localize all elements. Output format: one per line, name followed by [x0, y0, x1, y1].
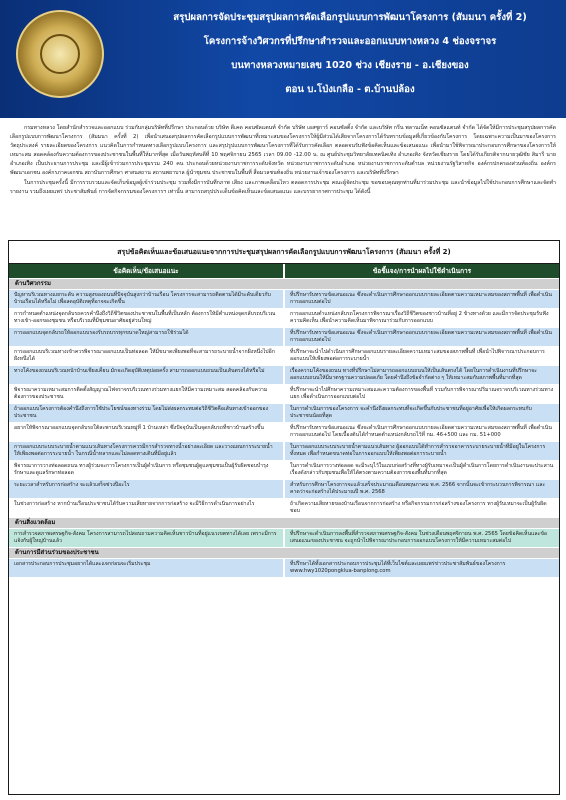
table-row — [9, 328, 559, 346]
intro-paragraph-1: กรมทางหลวง โดยสำนักสำรวจและออกแบบ ร่วมกับกลุ่มบริษัทที่ปรึกษา ประกอบด้วย บริษัท ดีเคด คอนซัลแตนท์ จำกัด บริษัท เอสซูการ์ คอนซัลติ้ง จำกัด และบริษัท กรีน พลานเน็ท คอนซัลแตนท์ จำกัด ได้จัดให้มีการประชุมสรุปผลการคัดเลือกรูปแบบการพัฒนาโครงการ (สัมมนา ครั้งที่ 2) เพื่อนำเสนอสรุปผลการคัดเลือกรูปแบบการพัฒนาที่เหมาะสมของโครงการให้ผู้มีส่วนได้เสียจากโครงการได้รับทราบข้อมูลที่เกี่ยวข้องกับโครงการ โดยเฉพาะความเป็นมาของโครงการ วัตถุประสงค์ รายละเอียดของโครงการ แนวคิดในการกำหนดทางเลือกรูปแบบโครงการ และสรุปรูปแบบการพัฒนาโครงการที่ได้รับการคัดเลือก ตลอดจนรับฟังข้อคิดเห็นและข้อเสนอแนะ เพื่อนำมาใช้พิจารณาประกอบการศึกษาของโครงการให้เหมาะสม สอดคล้องกับความต้องการของประชาชนในพื้นที่ให้มากที่สุด เมื่อวันพฤหัสบดีที่ 10 พฤศจิกายน 2565 เวลา 09.00 -12.00 น. ณ ศูนย์ประชุมวิทยาลัยเทคนิคเทิง อำเภอเทิง จังหวัดเชียงราย โดยได้รับเกียรติจากนายวุฒิชัย สิมารี นายอำเภอเทิง เป็นประธานการประชุม และมีผู้เข้าร่วมการประชุมรวม 240 คน ประกอบด้วยหน่วยงานราชการระดับจังหวัด หน่วยงานราชการระดับอำเภอ หน่วยงานราชการระดับตำบล หน่วยงานรัฐวิสาหกิจ องค์กรปกครองส่วนท้องถิ่น องค์กรพัฒนาเอกชน องค์กรภาคเอกชน สถาบันการศึกษา ศาสนสถาน สถานพยาบาล ผู้นำชุมชน ประชาชนในพื้นที่ สื่อมวลชนท้องถิ่น หน่วยงานเจ้าของโครงการ และบริษัทที่ปรึกษา — [10, 125, 556, 176]
row-response: ที่ปรึกษารับทราบข้อเสนอแนะ ซึ่งจะดำเนินการศึกษาออกแบบรายละเอียดตามความเหมาะสมของสภาพพื้นที่ เพื่อดำเนินการออกแบบต่อไป โดยเบื้องต้นได้กำหนดตำแหน่งกลับรถไว้ที่ กม. 46+500 และ กม. 51+000 — [285, 423, 559, 441]
section-environment: ด้านสิ่งแวดล้อม — [9, 518, 559, 528]
row-comment: การออกแบบระบบระบายน้ำตามแนวเส้นทางโครงการควรมีการสำรวจทางน้ำอย่างละเอียด และวางแผนการระบายน้ำให้เพียงพอต่อการระบายน้ำ ในกรณีน้ำหลากและไม่ลอดทางเดินที่มีอยู่แล้ว — [9, 442, 285, 460]
table-row — [9, 461, 559, 479]
table-row — [9, 480, 559, 498]
table-row — [9, 559, 559, 577]
row-comment: เอกสารประกอบการประชุมอยากได้และแจกก่อนจะเริ่มประชุม — [9, 559, 285, 577]
row-response: ที่ปรึกษารับทราบข้อเสนอแนะ ซึ่งจะดำเนินการศึกษาออกแบบรายละเอียดตามความเหมาะสมของสภาพพื้นที่ เพื่อดำเนินการออกแบบต่อไป — [285, 328, 559, 346]
row-comment: การกำหนดตำแหน่งจุดกลับรถควรคำนึงถึงวิถีชีวิตของประชาชนในพื้นที่เป็นหลัก ต้องการให้มีตำแหน่งจุดกลับรถบริเวณทางเข้า-ออกของชุมชน หรือบริเวณที่มีชุมชนอาศัยอยู่ส่วนใหญ่ — [9, 309, 285, 327]
row-response: สำหรับการศึกษาโครงการจะแล้วเสร็จประมาณเดือนพฤษภาคม พ.ศ. 2566 จากนั้นจะเข้ากระบวนการพิจารณา และคาดว่าจะก่อสร้างได้ประมาณปี พ.ศ. 2568 — [285, 480, 559, 498]
row-comment: ในช่วงการก่อสร้าง หากบ้านเรือนประชาชนได้รับความเสียหายจากการก่อสร้าง จะมีวิธีการดำเนินการอย่างไร — [9, 499, 285, 517]
row-response: ที่ปรึกษารับทราบข้อเสนอแนะ ซึ่งจะดำเนินการศึกษาออกแบบรายละเอียดตามความเหมาะสมของสภาพพื้นที่ เพื่อดำเนินการออกแบบต่อไป — [285, 290, 559, 308]
row-response: การออกแบบตำแหน่งกลับรถโครงการพิจารณาเรื่องวิถีชีวิตของชาวบ้านที่อยู่ 2 ข้างทางด้วย และมีการจัดประชุมรับฟังความคิดเห็น เพื่อนำความคิดเห็นมาพิจารณาร่วมกับการออกแบบ — [285, 309, 559, 327]
header-title-line1: สรุปผลการจัดประชุมสรุปผลการคัดเลือกรูปแบบการพัฒนาโครงการ (สัมมนา ครั้งที่ 2) — [173, 12, 527, 23]
table-row — [9, 347, 559, 365]
row-comment: การออกแบบจุดกลับรถให้ออกแบบรองรับรถบรรทุกขนาดใหญ่สามารถใช้ร่วมได้ — [9, 328, 285, 346]
department-logo-icon — [16, 10, 104, 98]
row-comment: การสำรวจสภาพเศรษฐกิจ-สังคม โครงการสามารถไปสอบถามความคิดเห็นชาวบ้านที่อยู่แนวเขตทางได้เลย เพราะมีการแจ้งกับผู้ใหญ่บ้านแล้ว — [9, 529, 285, 547]
row-comment: อยากให้พิจารณาออกแบบจุดกลับรถใต้สะพานบริเวณหมู่ที่ 1 บ้านเหล่า ซึ่งปัจจุบันเป็นจุดกลับรถที่ชาวบ้านสร้างขึ้น — [9, 423, 285, 441]
row-comment: ทางโค้งของถนนบริเวณหน้าบ้านเชียงเคี่ยน มักจะเกิดอุบัติเหตุบ่อยครั้ง สามารถออกแบบถนนเป็นเส้นตรงได้หรือไม่ — [9, 366, 285, 384]
panel-title: สรุปข้อคิดเห็นและข้อเสนอแนะจากการประชุมสรุปผลการคัดเลือกรูปแบบการพัฒนาโครงการ (สัมมนา ครั้งที่ 2) — [9, 241, 559, 264]
row-response: ในการออกแบบระบบระบายน้ำตามแนวเส้นทาง ผู้ออกแบบได้ทำการสำรวจอาคารระบายระบายน้ำที่มีอยู่ในโครงการทั้งหมด เพื่อกำหนดขนาดท่อในการออกแบบให้เพียงพอต่อการระบายน้ำ — [285, 442, 559, 460]
row-comment: พิจารณาการวางท่อลอดถนน ทางผู้ร่วมจะการโครงการเป็นผู้ดำเนินการ หรือชุมชนผู้ดูแลชุมชนเป็นผู้รับผิดชอบบำรุงรักษาและดูแลรักษาท่อลอด — [9, 461, 285, 479]
table-row — [9, 309, 559, 327]
row-comment: ปัญหาบริเวณทางแยกระดับ ความสูงของถนนที่ปัจจุบันสูงกว่าบ้านเรือน โครงการจะสามารถติดตามได้มีระดับเดียวกับบ้านเรือนได้หรือไม่ เพื่อลดอุบัติเหตุที่อาจจะเกิดขึ้น — [9, 290, 285, 308]
row-response: ในการดำเนินการของโครงการ จะคำนึงถึงผลกระทบที่จะเกิดขึ้นกับประชาชนที่อยู่อาศัยเพื่อให้เกิดผลกระทบกับประชาชนน้อยที่สุด — [285, 404, 559, 422]
section-public-participation: ด้านการมีส่วนร่วมของประชาชน — [9, 548, 559, 558]
header-title-line3: บนทางหลวงหมายเลข 1020 ช่วง เชียงราย - อ.เชียงของ — [231, 60, 469, 71]
header-title-line4: ตอน บ.โป่งเกลือ - ต.บ้านปล้อง — [285, 84, 415, 95]
table-row — [9, 290, 559, 308]
row-response: ถ้าเกิดความเสียหายของบ้านเรือนจากการก่อสร้าง หรือกิจกรรมการก่อสร้างของโครงการ ทางผู้รับเหมาจะเป็นผู้รับผิดชอบ — [285, 499, 559, 517]
table-row — [9, 404, 559, 422]
column-header-comments: ข้อคิดเห็น/ข้อเสนอแนะ — [9, 264, 285, 278]
row-comment: พิจารณาความเหมาะสมการติดตั้งสัญญาณไฟจราจรบริเวณทางร่วมทางแยกให้มีความเหมาะสม สอดคล้องกับความต้องการของประชาชน — [9, 385, 285, 403]
table-row — [9, 423, 559, 441]
summary-panel — [8, 240, 560, 795]
column-header — [9, 264, 559, 278]
table-row — [9, 499, 559, 517]
row-comment: ถ้าออกแบบโครงการต้องคำนึงถึงการใช้ประโยชน์ของทางร่วม โดยไม่ส่งผลกระทบต่อวิถีชีวิตคือเส้นทางเข้าออกของประชาชน — [9, 404, 285, 422]
table-row — [9, 385, 559, 403]
section-engineering: ด้านวิศวกรรม — [9, 279, 559, 289]
intro-text — [10, 124, 556, 198]
row-response: ที่ปรึกษาจะนำไปศึกษาความเหมาะสมและความต้องการของพื้นที่ รวมกับการพิจารณาปริมาณจราจรบริเวณทางร่วมทางแยก เพื่อดำเนินการออกแบบต่อไป — [285, 385, 559, 403]
row-response: ที่ปรึกษาได้ทั้งเอกสารประกอบการประชุมได้ที่เว็บไซต์และเผยแพร่ข่าวประชาสัมพันธ์ของโครงการ www.hwy1020pongklua-banplong.com — [285, 559, 559, 577]
table-row — [9, 366, 559, 384]
row-response: เรื่องความโค้งของถนน ทางที่ปรึกษาไม่สามารถออกแบบถนนให้เป็นเส้นตรงได้ โดยในการดำเนินงานที่ปรึกษาจะออกแบบถนนให้มีมาตรฐานความปลอดภัย โดยคำนึงถึงข้อจำกัดต่าง ๆ ให้เหมาะสมกับสภาพพื้นที่มากที่สุด — [285, 366, 559, 384]
column-header-responses: ข้อชี้แจง/การนำผลไปใช้ดำเนินการ — [372, 267, 472, 275]
header-banner — [0, 0, 566, 118]
intro-paragraph-2: ในการประชุมครั้งนี้ มีการรวบรวมและจัดเก็บข้อมูลผู้เข้าร่วมประชุม รวมทั้งมีการบันทึกภาพ เสียง และภาพเคลื่อนไหว ตลอดการประชุม คณะผู้จัดประชุม ขอขอบคุณทุกท่านที่มาร่วมประชุม และนำข้อมูลไปใช้ประกอบการศึกษาและจัดทำรายงาน รวมถึงเผยแพร่ ประชาสัมพันธ์ การจัดกิจกรรมของโครงการฯ เท่านั้น สามารถสรุปประเด็นข้อคิดเห็นและข้อเสนอแนะ และบรรยากาศการประชุม ได้ดังนี้ — [10, 180, 556, 195]
header-title-line2: โครงการจ้างวิศวกรที่ปรึกษาสำรวจและออกแบบทางหลวง 4 ช่องจราจร — [203, 36, 497, 47]
row-response: ที่ปรึกษาจะนำไปดำเนินการศึกษาออกแบบรายละเอียดความเหมาะสมของสภาพพื้นที่ เพื่อนำไปพิจารณาประกอบการออกแบบให้เพียงพอต่อการระบายน้ำ — [285, 347, 559, 365]
table-row — [9, 529, 559, 547]
row-comment: การออกแบบบริเวณทางเข้าควรพิจารณาออกแบบเป็นท่อลอด ให้มีขนาดเพียงพอที่จะสามารถระบายน้ำจากฝั่งหนึ่งไปอีกฝั่งหนึ่งได้ — [9, 347, 285, 365]
row-response: ในการดำเนินการวางท่อลอด จะมีระบุไว้ในแบบก่อสร้างที่ทางผู้รับเหมาจะเป็นผู้ดำเนินการโดยการดำเนินงานจะประสานเรื่องดังกล่าวกับชุมชนเพื่อให้ได้ตรงตามความต้องการของพื้นที่มากที่สุด — [285, 461, 559, 479]
row-response: ที่ปรึกษาจะดำเนินการลงพื้นที่สำรวจสภาพเศรษฐกิจ-สังคม ในช่วงเดือนพฤศจิกายน พ.ศ. 2565 โดยข้อคิดเห็นและข้อเสนอแนะของประชาชน จะถูกนำไปพิจารณาประกอบการออกแบบโครงการให้มีความเหมาะสมต่อไป — [285, 529, 559, 547]
row-comment: ระยะเวลาสำหรับการก่อสร้าง จะแล้วเสร็จช่วงปีอะไร — [9, 480, 285, 498]
table-row — [9, 442, 559, 460]
